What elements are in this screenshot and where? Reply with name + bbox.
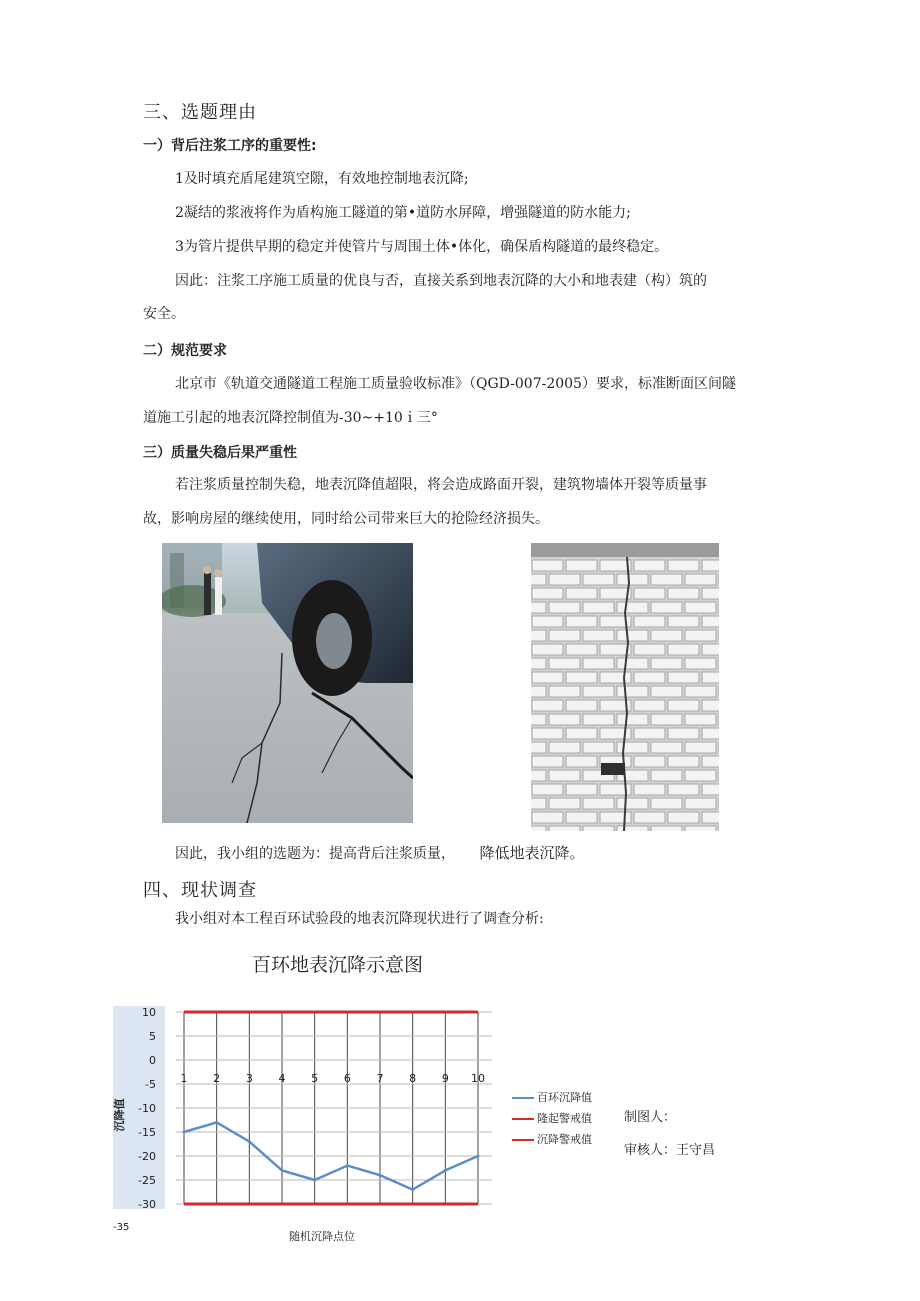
wall-brick <box>600 672 631 683</box>
wall-brick <box>634 644 665 655</box>
wall-brick <box>549 602 580 613</box>
wall-brick <box>583 630 614 641</box>
wall-brick <box>668 616 699 627</box>
wall-brick <box>651 658 682 669</box>
legend-swatch-lower-warning <box>512 1139 534 1141</box>
wall-brick <box>685 798 716 809</box>
wall-brick <box>668 728 699 739</box>
wall-brick <box>531 798 546 809</box>
data-point <box>444 1169 447 1172</box>
y-tick-label: 0 <box>149 1054 156 1067</box>
y-tick-label: -20 <box>138 1150 156 1163</box>
standard-line-2: 道施工引起的地表沉降控制值为-30~+10ｉ三° <box>143 410 438 426</box>
legend-swatch-series <box>512 1097 534 1099</box>
wall-brick <box>685 602 716 613</box>
legend-swatch-upper-warning <box>512 1118 534 1120</box>
wall-brick <box>634 756 665 767</box>
wall-brick <box>549 714 580 725</box>
wall-brick <box>549 630 580 641</box>
wall-brick <box>634 784 665 795</box>
x-tick-label: 4 <box>278 1072 286 1085</box>
wall-brick <box>702 616 719 627</box>
y-tick-label: -25 <box>138 1174 156 1187</box>
wall-brick <box>617 714 648 725</box>
x-tick-label: 9 <box>441 1072 449 1085</box>
reason-conclusion-line-2: 安全。 <box>143 306 185 322</box>
data-point <box>346 1164 349 1167</box>
wall-brick <box>668 560 699 571</box>
x-tick-label: 8 <box>409 1072 417 1085</box>
wall-brick <box>685 686 716 697</box>
wall-brick <box>685 826 716 831</box>
wall-brick <box>702 700 719 711</box>
wall-brick <box>617 798 648 809</box>
wall-brick <box>583 826 614 831</box>
data-point <box>215 1121 218 1124</box>
wall-brick <box>583 714 614 725</box>
wall-brick <box>549 770 580 781</box>
wall-brick <box>531 630 546 641</box>
wall-brick <box>583 798 614 809</box>
wall-brick <box>634 728 665 739</box>
wall-brick <box>634 700 665 711</box>
wall-brick <box>668 644 699 655</box>
wall-brick <box>685 658 716 669</box>
data-point <box>313 1179 316 1182</box>
x-tick-label: 1 <box>180 1072 188 1085</box>
y-tick-label: -10 <box>138 1102 156 1115</box>
wall-brick <box>651 574 682 585</box>
wall-brick <box>685 574 716 585</box>
wall-brick <box>634 812 665 823</box>
subsection-1-title: 一）背后注浆工序的重要性: <box>143 138 317 154</box>
wall-brick <box>668 672 699 683</box>
subsection-3-title: 三）质量失稳后果严重性 <box>143 445 297 461</box>
wall-brick <box>685 714 716 725</box>
wall-brick <box>566 812 597 823</box>
wall-brick <box>531 714 546 725</box>
legend-label-lower-warning: 沉降警戒值 <box>537 1133 592 1146</box>
wall-brick <box>634 672 665 683</box>
topic-prefix: 因此，我小组的选题为：提高背后注浆质量， <box>175 846 455 862</box>
wall-brick <box>531 826 546 831</box>
wall-brick <box>531 742 546 753</box>
wall-brick <box>583 602 614 613</box>
wall-brick <box>634 560 665 571</box>
wall-brick <box>617 658 648 669</box>
wall-brick <box>532 756 563 767</box>
x-tick-label: 6 <box>343 1072 351 1085</box>
wall-brick <box>634 588 665 599</box>
wall-brick <box>685 630 716 641</box>
wall-brick <box>566 700 597 711</box>
consequence-line-2: 故，影响房屋的继续使用，同时给公司带来巨大的抢险经济损失。 <box>143 511 549 527</box>
wall-brick <box>532 644 563 655</box>
y-extra-tick-label: -35 <box>113 1222 130 1233</box>
y-axis-label: 沉降值 <box>113 1098 126 1132</box>
wall-brick <box>532 728 563 739</box>
wall-brick <box>566 644 597 655</box>
wall-brick <box>668 756 699 767</box>
wall-brick <box>668 700 699 711</box>
y-tick-label: -30 <box>138 1198 156 1211</box>
wall-brick <box>549 798 580 809</box>
wall-brick <box>617 686 648 697</box>
chart-maker: 制图人： <box>624 1110 677 1125</box>
cracked-road-photo <box>162 543 413 823</box>
wall-brick <box>532 672 563 683</box>
y-tick-label: 5 <box>149 1030 156 1043</box>
reason-item-1: 1及时填充盾尾建筑空隙，有效地控制地表沉降; <box>175 171 469 187</box>
wall-brick <box>549 826 580 831</box>
x-tick-label: 10 <box>471 1072 485 1085</box>
y-tick-label: -15 <box>138 1126 156 1139</box>
wall-brick <box>531 686 546 697</box>
wall-brick <box>702 728 719 739</box>
wall-brick <box>583 686 614 697</box>
legend-item-upper-warning <box>512 1110 592 1126</box>
standard-line-1: 北京市《轨道交通隧道工程施工质量验收标准》（QGD-007-2005）要求，标准断面区间隧 <box>175 376 736 392</box>
wall-brick <box>566 616 597 627</box>
wall-brick <box>549 658 580 669</box>
wall-brick <box>532 700 563 711</box>
x-tick-label: 7 <box>376 1072 384 1085</box>
wall-brick <box>702 560 719 571</box>
wall-brick <box>651 770 682 781</box>
wall-brick <box>531 574 546 585</box>
wall-brick <box>651 798 682 809</box>
data-point <box>411 1188 414 1191</box>
wall-brick <box>566 756 597 767</box>
wall-brick <box>634 616 665 627</box>
wall-brick <box>583 658 614 669</box>
data-point <box>183 1131 186 1134</box>
wall-brick <box>600 812 631 823</box>
legend-label-upper-warning: 隆起警戒值 <box>537 1112 592 1125</box>
x-tick-label: 2 <box>213 1072 221 1085</box>
wall-brick <box>549 686 580 697</box>
settlement-line-chart <box>110 1000 510 1245</box>
topic-statement <box>175 843 584 864</box>
wall-brick <box>600 560 631 571</box>
wall-brick <box>651 742 682 753</box>
wall-brick <box>617 826 648 831</box>
chart-reviewer: 审核人：王守昌 <box>624 1143 716 1158</box>
y-tick-label: -5 <box>145 1078 156 1091</box>
wall-brick <box>532 560 563 571</box>
wall-brick <box>651 686 682 697</box>
reason-conclusion-line-1: 因此：注浆工序施工质量的优良与否，直接关系到地表沉降的大小和地表建（构）筑的 <box>175 273 707 289</box>
wall-brick <box>651 714 682 725</box>
wall-brick <box>600 728 631 739</box>
wall-brick <box>531 658 546 669</box>
wall-brick <box>651 602 682 613</box>
wall-brick <box>685 742 716 753</box>
wall-brick <box>651 826 682 831</box>
wall-brick <box>702 812 719 823</box>
y-tick-label: 10 <box>142 1006 156 1019</box>
consequence-line-1: 若注浆质量控制失稳，地表沉降值超限，将会造成路面开裂，建筑物墙体开裂等质量事 <box>175 477 707 493</box>
wall-brick <box>549 574 580 585</box>
survey-intro: 我小组对本工程百环试验段的地表沉降现状进行了调查分析: <box>175 911 544 927</box>
section-4-title: 四、现状调查 <box>143 880 257 901</box>
wall-brick <box>617 602 648 613</box>
wall-brick <box>566 784 597 795</box>
wall-brick <box>617 742 648 753</box>
x-tick-label: 5 <box>311 1072 319 1085</box>
wall-brick <box>566 728 597 739</box>
wall-brick <box>651 630 682 641</box>
cracked-wall-photo <box>531 543 719 831</box>
wall-brick <box>702 672 719 683</box>
wall-brick <box>531 602 546 613</box>
reason-item-2: 2凝结的浆液将作为盾构施工隧道的第•道防水屏障，增强隧道的防水能力; <box>175 205 631 221</box>
wall-brick <box>532 784 563 795</box>
section-3-title: 三、选题理由 <box>143 102 257 123</box>
wall-brick <box>702 784 719 795</box>
wall-brick <box>583 574 614 585</box>
wall-brick <box>549 742 580 753</box>
wall-brick <box>702 588 719 599</box>
wall-brick <box>685 770 716 781</box>
data-point <box>248 1140 251 1143</box>
subsection-2-title: 二）规范要求 <box>143 343 227 359</box>
wall-brick <box>702 644 719 655</box>
chart-title: 百环地表沉降示意图 <box>252 954 424 976</box>
legend-item-series <box>512 1089 592 1105</box>
x-tick-label: 3 <box>245 1072 253 1085</box>
wall-brick <box>532 812 563 823</box>
wall-brick <box>668 812 699 823</box>
wall-brick <box>532 616 563 627</box>
data-point <box>477 1155 480 1158</box>
wall-brick <box>566 588 597 599</box>
legend-label-series: 百环沉降值 <box>537 1091 592 1104</box>
x-axis-label: 随机沉降点位 <box>289 1230 355 1243</box>
wall-brick <box>668 784 699 795</box>
data-point <box>281 1169 284 1172</box>
topic-highlight: 降低地表沉降。 <box>479 844 585 862</box>
wall-brick <box>532 588 563 599</box>
wall-brick <box>566 560 597 571</box>
wall-brick <box>566 672 597 683</box>
data-point <box>379 1174 382 1177</box>
legend-item-lower-warning <box>512 1131 592 1147</box>
wall-brick <box>702 756 719 767</box>
wall-brick <box>617 630 648 641</box>
wall-brick <box>617 574 648 585</box>
reason-item-3: 3为管片提供早期的稳定并使管片与周围土体•体化，确保盾构隧道的最终稳定。 <box>175 239 669 255</box>
wall-brick <box>583 742 614 753</box>
wall-brick <box>668 588 699 599</box>
wall-brick <box>531 770 546 781</box>
